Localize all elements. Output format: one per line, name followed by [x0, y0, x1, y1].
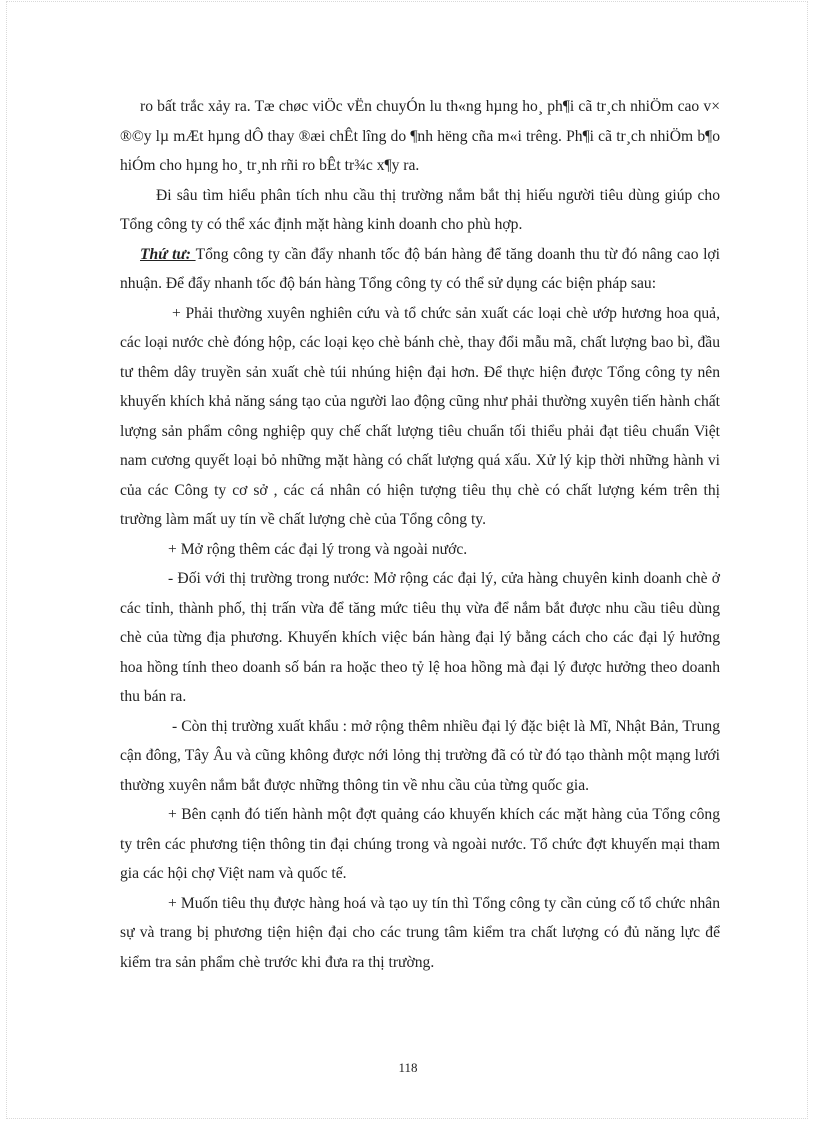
paragraph-7: - Còn thị trường xuất khẩu : mở rộng thêm nhiều đại lý đặc biệt là Mĩ, Nhật Bản, Trung cận đông, Tây Âu và cũng không được nới lỏng thị trường đã có từ đó tạo thành một mạng lưới thường xuyên nắm bắt được những thông tin về nhu cầu của từng quốc gia.	[120, 717, 720, 794]
paragraph-4: + Phải thường xuyên nghiên cứu và tổ chức sản xuất các loại chè ướp hương hoa quả, các loại nước chè đóng hộp, các loại kẹo chè bánh chè, thay đổi mẫu mã, chất lượng bao bì, đầu tư thêm dây truyền sản xuất chè túi nhúng hiện đại hơn. Để thực hiện được Tổng công ty nên khuyến khích khả năng sáng tạo của người lao động cũng như phải thường xuyên tiến hành chất lượng sản phẩm công nghiệp quy chế chất lượng tiêu chuẩn tối thiểu phải đạt tiêu chuẩn Việt nam cương quyết loại bỏ những mặt hàng có chất lượng quá xấu. Xử lý kịp thời những hành vi của các Công ty cơ sở , các cá nhân có hiện tượng tiêu thụ chè có chất lượng kém trên thị trường làm mất uy tín về chất lượng chè của Tổng công ty.	[120, 304, 720, 528]
paragraph-3-text: Tổng công ty cần đẩy nhanh tốc độ bán hàng để tăng doanh thu từ đó nâng cao lợi nhuận. Để đẩy nhanh tốc độ bán hàng Tổng công ty có thể sử dụng các biện pháp sau:	[120, 245, 720, 292]
paragraph-1: ro bất trắc xảy ra. Tæ chøc viÖc vËn chuyÓn lu th«ng hµng ho¸ ph¶i cã tr¸ch nhiÖm cao v× ®©y lµ mÆt hµng dÔ thay ®æi chÊt lîng do ¶nh hëng cña m«i trêng. Ph¶i cã tr¸ch nhiÖm b¶o hiÓm cho hµng ho¸ tr¸nh rñi ro bÊt tr¾c x¶y ra.	[120, 98, 720, 174]
paragraph-8: + Bên cạnh đó tiến hành một đợt quảng cáo khuyến khích các mặt hàng của Tổng công ty trên các phương tiện thông tin đại chúng trong và ngoài nước. Tổ chức đợt khuyến mại tham gia các hội chợ Việt nam và quốc tế.	[120, 806, 720, 882]
paragraph-5: + Mở rộng thêm các đại lý trong và ngoài nước.	[168, 540, 468, 558]
paragraph-2: Đi sâu tìm hiểu phân tích nhu cầu thị trường nắm bắt thị hiếu người tiêu dùng giúp cho Tổng công ty có thể xác định mặt hàng kinh doanh cho phù hợp.	[120, 186, 720, 233]
paragraph-9: + Muốn tiêu thụ được hàng hoá và tạo uy tín thì Tổng công ty cần củng cố tổ chức nhân sự và trang bị phương tiện hiện đại cho các trung tâm kiểm tra chất lượng có đủ năng lực để kiểm tra sản phẩm chè trước khi đưa ra thị trường.	[120, 894, 720, 971]
document-body	[120, 92, 720, 977]
page-number: 118	[398, 1060, 418, 1075]
section-label: Thứ tư:	[140, 245, 196, 263]
paragraph-3	[120, 240, 720, 299]
paragraph-6: - Đối với thị trường trong nước: Mở rộng các đại lý, cửa hàng chuyên kinh doanh chè ở các tỉnh, thành phố, thị trấn vừa để tăng mức tiêu thụ vừa để nắm bắt được nhu cầu tiêu dùng chè của từng địa phương. Khuyến khích việc bán hàng đại lý bằng cách cho các đại lý hưởng hoa hồng tính theo doanh số bán ra hoặc theo tỷ lệ hoa hồng mà đại lý được hưởng theo doanh thu bán ra.	[120, 570, 720, 705]
